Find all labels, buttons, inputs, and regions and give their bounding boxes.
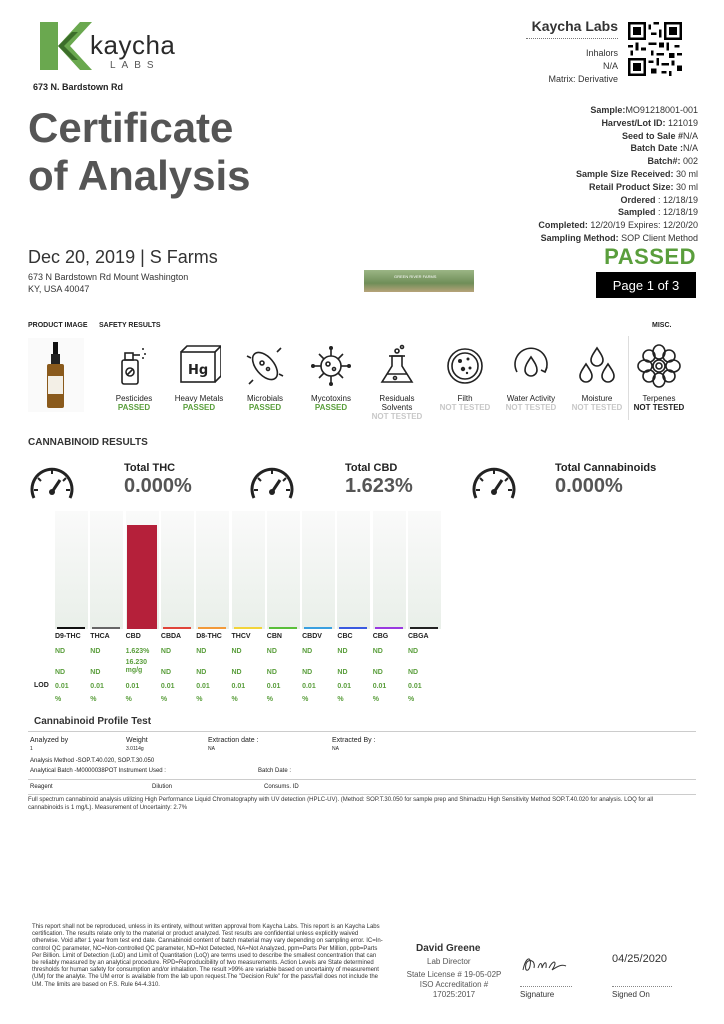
bar-bg bbox=[408, 511, 441, 629]
product-image-label: PRODUCT IMAGE bbox=[28, 322, 88, 329]
client-address: 673 N Bardstown Rd Mount Washington KY, USA 40047 bbox=[28, 272, 189, 294]
total-label: Total CBD bbox=[345, 462, 398, 474]
bar-baseline-cbc bbox=[339, 627, 367, 629]
cannabinoid-percent: ND bbox=[337, 648, 348, 655]
reagent-label: Reagent bbox=[30, 784, 53, 790]
safety-status: NOT TESTED bbox=[371, 412, 423, 421]
safety-status: NOT TESTED bbox=[505, 403, 557, 412]
cannabinoid-percent: ND bbox=[266, 648, 277, 655]
client-date-line: Dec 20, 2019 | S Farms bbox=[28, 247, 218, 267]
analysis-method: Analysis Method -SOP.T.40.020, SOP.T.30.050 bbox=[30, 758, 155, 764]
heavy-metal-hg-icon bbox=[177, 344, 221, 388]
safety-results-label: SAFETY RESULTS bbox=[99, 322, 161, 329]
cannabinoid-name: THCA bbox=[90, 633, 110, 640]
lab-name: Kaycha Labs bbox=[531, 18, 618, 34]
product-info: Inhalors N/A Matrix: Derivative bbox=[548, 48, 618, 84]
meta-row: Completed: 12/20/19 Expires: 12/20/20 bbox=[538, 220, 698, 231]
gauge-icon bbox=[470, 460, 518, 508]
bar-bg bbox=[373, 511, 406, 629]
safety-item-moisture bbox=[562, 344, 632, 413]
total-label: Total Cannabinoids bbox=[555, 462, 657, 474]
cannabinoid-percent: ND bbox=[408, 648, 419, 655]
analytical-batch: Analytical Batch -M0000038POT Instrument Used : bbox=[30, 768, 166, 774]
cannabinoid-percent: ND bbox=[372, 648, 383, 655]
director-title: Lab Director bbox=[427, 957, 471, 966]
cannabinoid-name: CBDV bbox=[302, 633, 322, 640]
signed-on-label: Signed On bbox=[612, 990, 650, 999]
cannabinoid-mg: ND bbox=[372, 669, 383, 676]
cannabinoid-lod: 0.01 bbox=[302, 683, 316, 690]
cannabinoid-unit: % bbox=[196, 696, 203, 703]
divider bbox=[28, 731, 696, 732]
cannabinoid-name: THCV bbox=[231, 633, 251, 640]
cannabinoid-mg: ND bbox=[231, 669, 242, 676]
batch-date-label: Batch Date : bbox=[258, 768, 292, 774]
cannabinoid-results-heading: CANNABINOID RESULTS bbox=[28, 437, 148, 448]
weight-label: Weight bbox=[126, 737, 148, 744]
farm-banner: GREEN RIVER FARMS bbox=[364, 270, 474, 292]
cannabinoid-name: CBG bbox=[372, 633, 389, 640]
qr-code-icon[interactable] bbox=[628, 22, 682, 76]
cannabinoid-name: CBN bbox=[266, 633, 282, 640]
meta-row: Sample Size Received: 30 ml bbox=[575, 168, 698, 179]
cannabinoid-name: CBC bbox=[337, 633, 353, 640]
misc-label: MISC. bbox=[652, 322, 672, 329]
dilution-label: Dilution bbox=[152, 784, 173, 790]
total-total-cannabinoids bbox=[555, 462, 656, 498]
cannabinoid-percent: ND bbox=[90, 648, 101, 655]
meta-row: Sampled : 12/18/19 bbox=[617, 207, 698, 218]
cannabinoid-percent: 1.623% bbox=[125, 648, 150, 655]
meta-row: Batch#: 002 bbox=[647, 156, 698, 167]
page-indicator: Page 1 of 3 bbox=[596, 272, 696, 298]
lab-divider bbox=[526, 38, 618, 39]
cannabinoid-mg: ND bbox=[55, 669, 66, 676]
safety-label: Mycotoxins bbox=[310, 394, 351, 403]
bar-bg bbox=[90, 511, 123, 629]
consums-label: Consums. ID bbox=[264, 784, 299, 790]
safety-item-water-activity bbox=[496, 344, 566, 413]
flower-icon bbox=[637, 344, 681, 388]
cannabinoid-percent: ND bbox=[302, 648, 313, 655]
safety-label: Heavy Metals bbox=[174, 394, 224, 403]
extraction-date-value: NA bbox=[208, 746, 215, 752]
total-value: 1.623% bbox=[345, 475, 413, 497]
cannabinoid-percent: ND bbox=[196, 648, 207, 655]
bar-bg bbox=[302, 511, 335, 629]
cannabinoid-name: CBD bbox=[125, 633, 141, 640]
logo-labs: LABS bbox=[110, 60, 160, 71]
cannabinoid-mg: ND bbox=[90, 669, 101, 676]
total-value: 0.000% bbox=[124, 475, 192, 497]
safety-status: PASSED bbox=[314, 403, 348, 412]
droplets-icon bbox=[575, 344, 619, 388]
cannabinoid-name: CBGA bbox=[408, 633, 429, 640]
cannabinoid-unit: % bbox=[90, 696, 97, 703]
cannabinoid-unit: % bbox=[408, 696, 415, 703]
bar-baseline-thcv bbox=[234, 627, 262, 629]
svg-text:Hg: Hg bbox=[188, 363, 209, 378]
cannabinoid-unit: % bbox=[337, 696, 344, 703]
safety-label: Pesticides bbox=[115, 394, 153, 403]
cannabinoid-mg: ND bbox=[196, 669, 207, 676]
signature-line bbox=[520, 986, 572, 987]
profile-title: Cannabinoid Profile Test bbox=[34, 716, 152, 727]
lod-label: LOD bbox=[34, 682, 49, 689]
safety-label: Water Activity bbox=[506, 394, 556, 403]
cannabinoid-unit: % bbox=[266, 696, 274, 703]
cannabinoid-unit: % bbox=[55, 696, 62, 703]
cannabinoid-lod: 0.01 bbox=[266, 683, 281, 690]
bar-bg bbox=[161, 511, 194, 629]
safety-item-filth bbox=[430, 344, 500, 413]
bar-baseline-cbd bbox=[128, 627, 156, 629]
cannabinoid-mg: ND bbox=[337, 669, 348, 676]
cannabinoid-lod: 0.01 bbox=[90, 683, 104, 690]
bar-baseline-d8-thc bbox=[198, 627, 226, 629]
disclaimer: This report shall not be reproduced, unless in its entirety, without written approval from Kaycha Labs. This report is an Kaycha Labs certification. The results relate only to the material or product analyzed. Test results are confidential unless explicitly waived otherwise. Void after 1 year from test end date. Cannabinoid content of batch material may vary depending on sampling error. IC=In-control QC parameter, NC=Non-controlled QC parameter, ND=Not Detected, NA=Not Analyzed, ppm=Parts Per Million, ppb=Parts Per Billion. Limit of Detection (LoD) and Limit of Quantitation (LoQ) are terms used to describe the smallest concentration that can be reliably measured by an analytical procedure. RPD=Reproducibility of two measurements. Action Levels are State determined thresholds for human safety for consumption and/or inhalation. The result >99% are variable based on uncertainty of measurement (UM) for the analyte. The UM error is available from the lab upon request.The "Decision Rule" for the pass/fail does not include the UM. The limits are based on F.S. Rule 64-4.310. bbox=[32, 924, 383, 988]
safety-item-heavy-metals bbox=[164, 344, 234, 413]
cannabinoid-unit: % bbox=[160, 696, 168, 703]
product-bottle-icon bbox=[28, 338, 84, 412]
meta-row: Sample:MO91218001-001 bbox=[590, 105, 698, 115]
cannabinoid-lod: 0.01 bbox=[337, 683, 352, 690]
bar-bg bbox=[232, 511, 265, 629]
safety-status: PASSED bbox=[248, 403, 282, 412]
cannabinoid-mg: ND bbox=[266, 669, 277, 676]
cannabinoid-name: D8-THC bbox=[196, 633, 222, 640]
signed-date: 04/25/2020 bbox=[612, 953, 668, 965]
signed-on-line bbox=[612, 986, 672, 987]
cannabinoid-name: D9-THC bbox=[55, 633, 81, 640]
bar-cbd bbox=[127, 525, 157, 629]
gauge-icon bbox=[248, 460, 296, 508]
kaycha-logo-icon bbox=[36, 18, 92, 74]
bar-baseline-d9-thc bbox=[57, 627, 85, 629]
safety-item-residuals-solvents bbox=[362, 344, 432, 422]
bar-baseline-cbga bbox=[410, 627, 438, 629]
extracted-by-value: NA bbox=[332, 746, 339, 752]
safety-status: PASSED bbox=[117, 403, 151, 412]
cannabinoid-lod: 0.01 bbox=[55, 683, 69, 690]
cannabinoid-name: CBDA bbox=[160, 633, 182, 640]
cannabinoid-unit: % bbox=[125, 696, 132, 703]
lab-address: 673 N. Bardstown Rd bbox=[33, 82, 124, 92]
water-drop-cycle-icon bbox=[509, 344, 553, 388]
method-description: Full spectrum cannabinoid analysis utilizing High Performance Liquid Chromatography with UV detection (HPLC-UV). (Method: SOP.T.30.050 for sample prep and Shimadzu High Sensitivity Method SOP.T.40.020 for analysis. LOQ for all cannabinoids is 1 mg/L). Measurement of Uncertainty: 2.7% bbox=[28, 797, 654, 811]
safety-label: Moisture bbox=[581, 394, 613, 403]
total-total-cbd bbox=[345, 462, 413, 498]
cannabinoid-unit: % bbox=[231, 696, 238, 703]
safety-item-terpenes bbox=[624, 344, 694, 413]
virus-icon bbox=[309, 344, 353, 388]
cannabinoid-lod: 0.01 bbox=[372, 683, 387, 690]
cannabinoid-mg: 16.230 mg/g bbox=[125, 659, 148, 674]
logo-wordmark: kaycha bbox=[90, 30, 176, 60]
bar-baseline-cbg bbox=[375, 627, 403, 629]
divider bbox=[28, 794, 696, 795]
safety-label: Residuals Solvents bbox=[379, 394, 415, 412]
safety-label: Terpenes bbox=[642, 394, 676, 403]
divider bbox=[28, 779, 696, 780]
meta-row: Retail Product Size: 30 ml bbox=[588, 181, 698, 192]
bar-bg bbox=[55, 511, 88, 629]
signature-image bbox=[520, 952, 568, 976]
cannabinoid-lod: 0.01 bbox=[196, 683, 210, 690]
safety-item-mycotoxins bbox=[296, 344, 366, 413]
bar-bg bbox=[267, 511, 300, 629]
license-info: State License # 19-05-02P ISO Accreditation # 17025:2017 bbox=[406, 970, 502, 999]
safety-status: NOT TESTED bbox=[571, 403, 623, 412]
safety-label: Filth bbox=[457, 394, 473, 403]
extracted-by-label: Extracted By : bbox=[332, 737, 376, 744]
bar-baseline-cbn bbox=[269, 627, 297, 629]
analyzed-by-label: Analyzed by bbox=[30, 737, 69, 744]
gauge-icon bbox=[28, 460, 76, 508]
safety-item-microbials bbox=[230, 344, 300, 413]
meta-row: Harvest/Lot ID: 121019 bbox=[601, 117, 698, 128]
cannabinoid-unit: % bbox=[372, 696, 379, 703]
meta-row: Sampling Method: SOP Client Method bbox=[540, 232, 698, 243]
signature-label: Signature bbox=[520, 990, 555, 999]
sample-metadata bbox=[538, 104, 698, 245]
cannabinoid-mg: ND bbox=[408, 669, 419, 676]
meta-row: Batch Date :N/A bbox=[630, 143, 698, 154]
cannabinoid-percent: ND bbox=[55, 648, 66, 655]
director-name: David Greene bbox=[416, 943, 481, 954]
meta-row: Seed to Sale #N/A bbox=[621, 130, 698, 141]
microbe-icon bbox=[243, 344, 287, 388]
cannabinoid-unit: % bbox=[302, 696, 309, 703]
analyzed-by-value: 1 bbox=[30, 746, 33, 752]
bar-baseline-cbda bbox=[163, 627, 191, 629]
cannabinoid-lod: 0.01 bbox=[160, 683, 175, 690]
safety-label: Microbials bbox=[246, 394, 283, 403]
weight-value: 3.0114g bbox=[126, 746, 144, 752]
cannabinoid-lod: 0.01 bbox=[231, 683, 246, 690]
pesticide-spray-icon bbox=[112, 344, 156, 388]
safety-status: PASSED bbox=[182, 403, 216, 412]
total-label: Total THC bbox=[124, 462, 176, 474]
bar-baseline-cbdv bbox=[304, 627, 332, 629]
meta-row: Ordered : 12/18/19 bbox=[620, 194, 698, 205]
safety-item-pesticides bbox=[99, 344, 169, 413]
total-value: 0.000% bbox=[555, 475, 623, 497]
safety-status: NOT TESTED bbox=[633, 403, 685, 412]
cannabinoid-mg: ND bbox=[302, 669, 313, 676]
bar-bg bbox=[196, 511, 229, 629]
bar-bg bbox=[337, 511, 370, 629]
cannabinoid-mg: ND bbox=[160, 669, 172, 676]
misc-divider bbox=[628, 336, 629, 420]
safety-status: NOT TESTED bbox=[439, 403, 491, 412]
extraction-date-label: Extraction date : bbox=[208, 737, 259, 744]
total-total-thc bbox=[124, 462, 192, 498]
cannabinoid-percent: ND bbox=[160, 648, 172, 655]
cannabinoid-lod: 0.01 bbox=[125, 683, 140, 690]
page-title: Certificate of Analysis bbox=[28, 104, 251, 199]
petri-dish-icon bbox=[443, 344, 487, 388]
cannabinoid-lod: 0.01 bbox=[408, 683, 422, 690]
status-badge: PASSED bbox=[604, 244, 696, 269]
bar-baseline-thca bbox=[92, 627, 120, 629]
flask-icon bbox=[375, 344, 419, 388]
cannabinoid-percent: ND bbox=[231, 648, 242, 655]
